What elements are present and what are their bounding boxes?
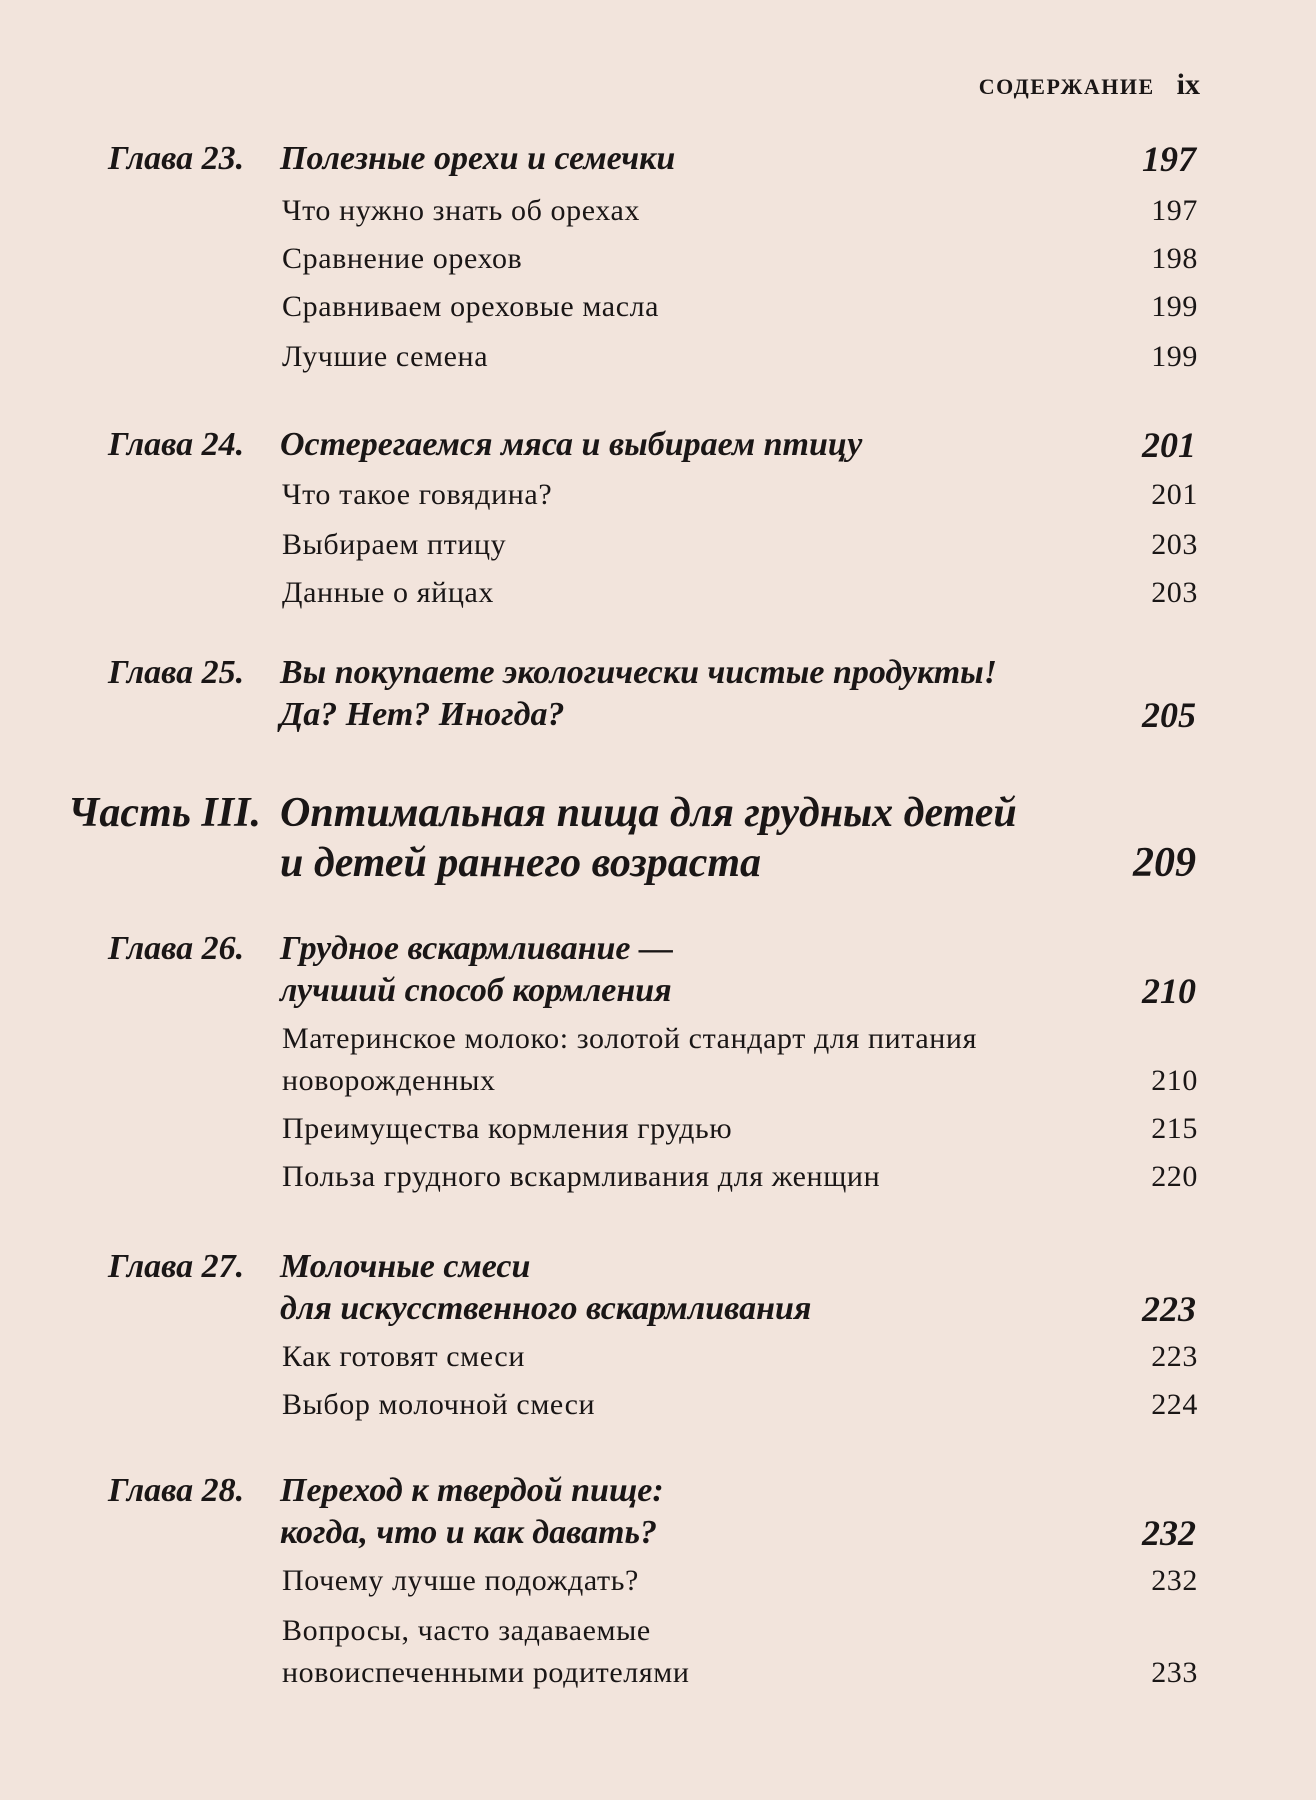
toc-title <box>282 336 1122 378</box>
toc-title-line: новорожденных <box>282 1064 496 1097</box>
toc-title <box>280 1470 1160 1554</box>
toc-title-line: лучший способ кормления <box>280 972 672 1009</box>
toc-label: Глава 26. <box>108 930 245 967</box>
toc-title <box>280 928 1160 1012</box>
toc-page-number: 224 <box>1151 1388 1198 1421</box>
toc-page-number: 209 <box>1133 840 1196 886</box>
toc-title-line: Вы покупаете экологически чистые продукты! <box>280 654 997 691</box>
toc-title <box>282 1560 1122 1602</box>
toc-label: Глава 27. <box>108 1248 245 1285</box>
toc-title-line: Лучшие семена <box>282 340 489 373</box>
toc-title <box>282 524 1122 566</box>
toc-title <box>282 474 1122 516</box>
toc-page-number: 199 <box>1151 290 1198 323</box>
toc-title-line: Материнское молоко: золотой стандарт для питания <box>282 1022 977 1055</box>
toc-title-line: Преимущества кормления грудью <box>282 1112 733 1145</box>
running-header-page-number: ix <box>1176 68 1200 101</box>
toc-title-line: и детей раннего возраста <box>280 840 762 886</box>
toc-title <box>282 1336 1122 1378</box>
toc-title <box>282 1018 1122 1102</box>
toc-page-number: 220 <box>1151 1160 1198 1193</box>
toc-title-line: новоиспеченными родителями <box>282 1656 690 1689</box>
toc-title-line: Сравнение орехов <box>282 242 523 275</box>
running-header-title: СОДЕРЖАНИЕ <box>978 74 1155 99</box>
running-header <box>979 68 1200 102</box>
toc-page-number: 203 <box>1151 576 1198 609</box>
toc-title <box>282 1610 1122 1694</box>
toc-page-number: 197 <box>1151 194 1198 227</box>
toc-title-line: Выбираем птицу <box>282 528 507 561</box>
toc-title <box>282 190 1122 232</box>
toc-title-line: Да? Нет? Иногда? <box>280 696 565 733</box>
toc-page-number: 205 <box>1142 695 1196 735</box>
toc-page-number: 215 <box>1151 1112 1198 1145</box>
toc-title-line: Полезные орехи и семечки <box>280 140 676 177</box>
toc-page-number: 210 <box>1151 1064 1198 1097</box>
toc-title-line: Оптимальная пища для грудных детей <box>280 790 1017 836</box>
toc-title-line: Выбор молочной смеси <box>282 1388 596 1421</box>
toc-page-number: 232 <box>1142 1513 1196 1553</box>
toc-title-line: Что нужно знать об орехах <box>282 194 640 227</box>
toc-label: Глава 24. <box>108 426 245 463</box>
toc-title <box>282 286 1122 328</box>
toc-title-line: Польза грудного вскармливания для женщин <box>282 1160 881 1193</box>
toc-title-line: Молочные смеси <box>280 1248 531 1285</box>
toc-title-line: Вопросы, часто задаваемые <box>282 1614 651 1647</box>
toc-title-line: Как готовят смеси <box>282 1340 525 1373</box>
toc-title-line: Переход к твердой пище: <box>280 1472 664 1509</box>
toc-page-number: 201 <box>1151 478 1198 511</box>
toc-title-line: для искусственного вскармливания <box>280 1290 812 1327</box>
toc-title <box>280 652 1160 736</box>
toc-page-number: 201 <box>1142 425 1196 465</box>
toc-title <box>282 572 1122 614</box>
toc-title-line: Почему лучше подождать? <box>282 1564 639 1597</box>
toc-page-number: 223 <box>1142 1289 1196 1329</box>
toc-page-number: 223 <box>1151 1340 1198 1373</box>
toc-page-number: 233 <box>1151 1656 1198 1689</box>
toc-page-number: 197 <box>1142 139 1196 179</box>
toc-title <box>280 1246 1160 1330</box>
toc-title-line: Что такое говядина? <box>282 478 553 511</box>
toc-page-number: 232 <box>1151 1564 1198 1597</box>
toc-label: Часть III. <box>68 790 261 836</box>
toc-title <box>282 1156 1122 1198</box>
toc-page-number: 198 <box>1151 242 1198 275</box>
toc-title-line: Грудное вскармливание — <box>280 930 673 967</box>
toc-title <box>280 138 1160 180</box>
toc-title <box>280 424 1160 466</box>
toc-title <box>280 788 1160 888</box>
toc-title-line: когда, что и как давать? <box>280 1514 658 1551</box>
toc-title-line: Сравниваем ореховые масла <box>282 290 660 323</box>
toc-title <box>282 1384 1122 1426</box>
toc-title <box>282 238 1122 280</box>
toc-page-number: 210 <box>1142 971 1196 1011</box>
toc-label: Глава 25. <box>108 654 245 691</box>
toc-page-number: 203 <box>1151 528 1198 561</box>
toc-page-number: 199 <box>1151 340 1198 373</box>
toc-label: Глава 28. <box>108 1472 245 1509</box>
toc-label: Глава 23. <box>108 140 245 177</box>
toc-title-line: Данные о яйцах <box>282 576 494 609</box>
toc-title <box>282 1108 1122 1150</box>
toc-title-line: Остерегаемся мяса и выбираем птицу <box>280 426 863 463</box>
